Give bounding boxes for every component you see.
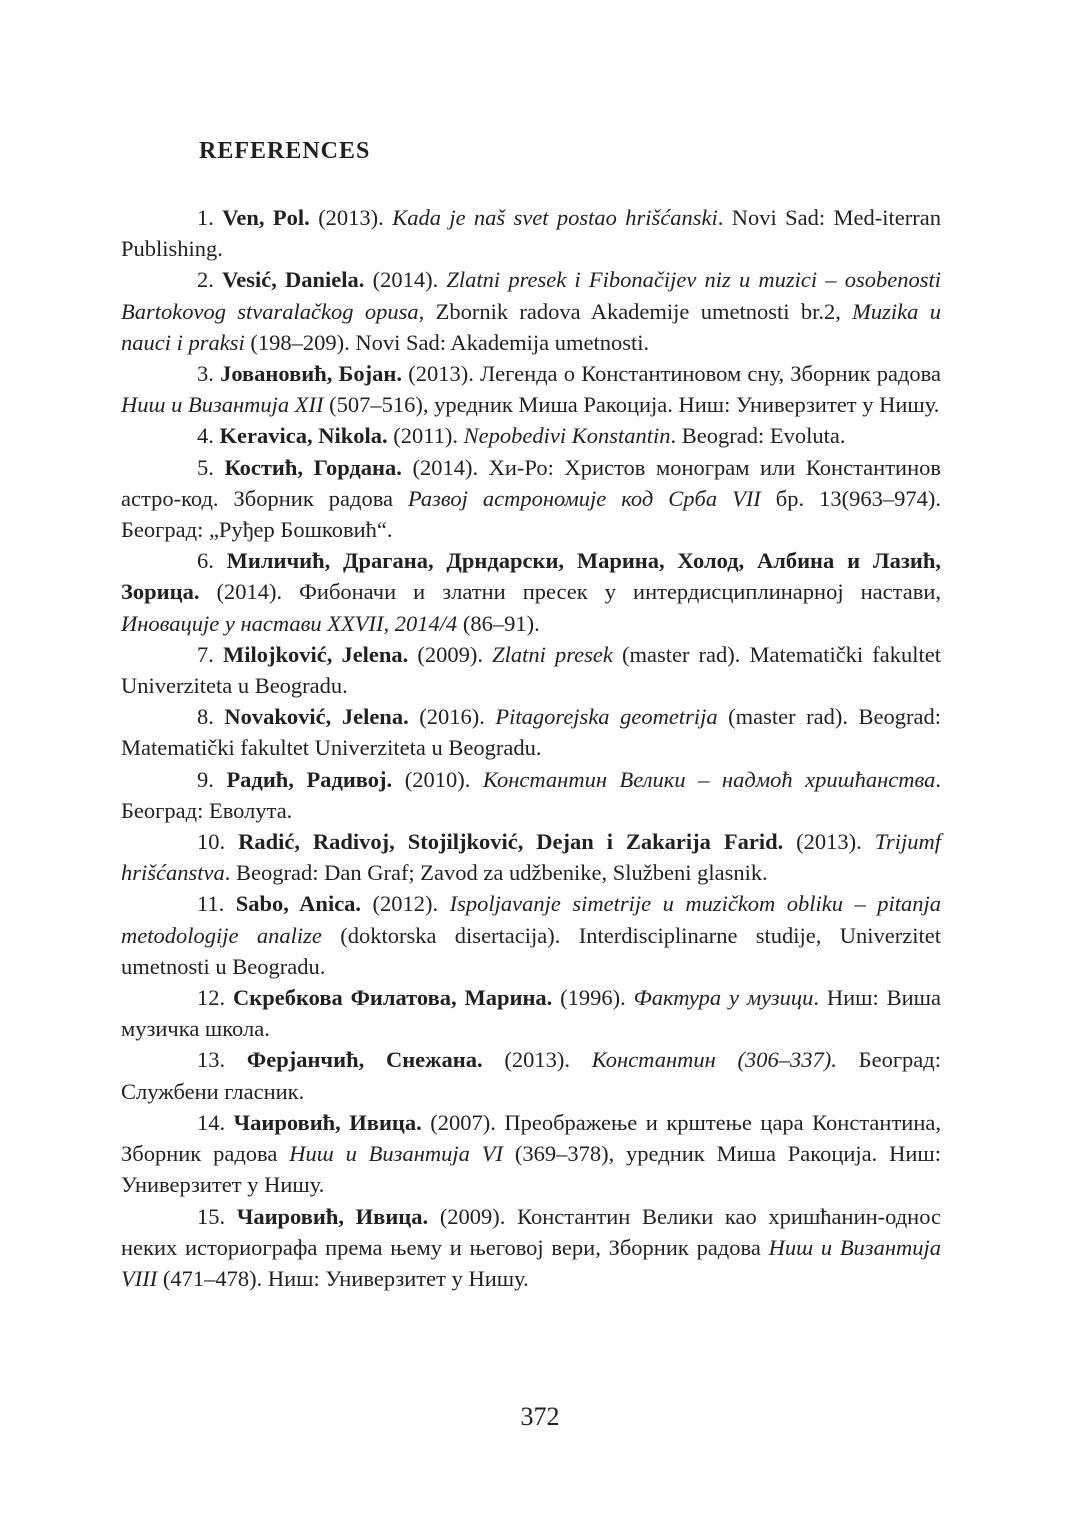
reference-number: 9. (197, 766, 214, 792)
reference-title: Ниш и Византија VI (289, 1141, 503, 1167)
reference-author: Milojković, Jelena. (222, 641, 409, 667)
reference-title: Kada je naš svet postao hrišćanski (392, 205, 718, 230)
reference-text: (86–91). (457, 610, 540, 636)
reference-title: Pitagorejska geometrija (495, 704, 718, 730)
reference-text: (2013). (482, 1047, 592, 1073)
reference-item (121, 1044, 941, 1106)
reference-author: Радић, Радивој. (226, 766, 393, 792)
reference-author: Скребкова Филатова, Марина. (233, 985, 553, 1011)
reference-item (121, 545, 941, 639)
reference-number: 3. (197, 361, 214, 387)
reference-number: 1. (197, 205, 214, 230)
reference-text: (2016). (408, 704, 496, 730)
reference-title: Константин Велики – надмоћ хришћанства (482, 766, 936, 792)
reference-item (121, 452, 941, 546)
reference-text: (2011). (387, 423, 464, 449)
reference-title: Ниш и Византија XII (121, 392, 324, 418)
reference-text: . Београд: Еволута. (121, 766, 941, 823)
reference-number: 4. (197, 423, 214, 449)
reference-author: Чаировић, Ивица. (236, 1203, 429, 1229)
reference-item (121, 888, 941, 982)
reference-title: Ispoljavanje simetrije u muzičkom obliku – pitanja metodologije analize (121, 891, 941, 948)
reference-text: (369–378), уредник Миша Ракоција. Ниш: Универзитет у Нишу. (121, 1141, 942, 1198)
reference-title: Константин (306–337). (591, 1047, 837, 1073)
reference-item (121, 982, 941, 1044)
reference-number: 12. (197, 985, 226, 1011)
reference-text: . Beograd: Dan Graf; Zavod za udžbenike, Službeni glasnik. (224, 860, 768, 886)
reference-text: Zbornik radova Akademije umetnosti br.2, (424, 298, 853, 324)
reference-text: (master rad). Matematički fakultet Univerziteta u Beogradu. (121, 641, 941, 699)
reference-text: (198–209). Novi Sad: Akademija umetnosti. (244, 329, 650, 355)
reference-number: 6. (197, 548, 214, 574)
reference-author: Vesić, Daniela. (222, 267, 365, 293)
reference-author: Ферјанчић, Снежана. (246, 1047, 483, 1073)
page-number: 372 (520, 1402, 560, 1431)
reference-text: Београд: Службени гласник. (121, 1047, 941, 1104)
reference-number: 14. (197, 1109, 226, 1135)
reference-text: . Ниш: Виша музичка школа. (121, 985, 941, 1042)
reference-text: (2013). (309, 205, 393, 230)
reference-title: Muzika u nauci i praksi (121, 298, 941, 355)
reference-text: (master rad). Beograd: Matematički fakultet Univerziteta u Beogradu. (121, 704, 941, 761)
reference-text: . Beograd: Evoluta. (670, 423, 846, 449)
reference-text: (2009). Константин Велики као хришћанин-однос неких историографа према њему и његовој вери, Зборник радова (121, 1203, 942, 1260)
reference-title: Иновације у настави XXVII, 2014/4 (121, 610, 458, 636)
reference-list (121, 202, 941, 1294)
reference-author: Novaković, Jelena. (224, 704, 409, 730)
reference-author: Миличић, Драгана, Дрндарски, Марина, Холод, Албина и Лазић, Зорица. (121, 548, 941, 605)
reference-number: 11. (197, 891, 225, 917)
reference-number: 7. (197, 641, 214, 667)
reference-text: (507–516), уредник Миша Ракоција. Ниш: Универзитет у Нишу. (323, 392, 940, 418)
reference-title: Ниш и Византија VIII (121, 1234, 942, 1291)
reference-text: (2007). Преображење и крштење цара Константина, Зборник радова (121, 1109, 941, 1167)
reference-text: бр. 13(963–974). Београд: „Руђер Бошковић“. (121, 485, 941, 543)
reference-title: Zlatni presek (492, 641, 613, 667)
reference-item (121, 639, 941, 701)
reference-text: (2010). (392, 766, 483, 792)
reference-item (121, 701, 941, 763)
reference-number: 8. (197, 704, 214, 730)
reference-author: Keravica, Nikola. (219, 423, 388, 449)
reference-text: (2009). (408, 641, 493, 667)
references-heading: REFERENCES (199, 138, 371, 164)
reference-text: (471–478). Ниш: Универзитет у Нишу. (157, 1265, 529, 1291)
reference-title: Развој астрономије код Срба VII (408, 485, 761, 511)
reference-item (121, 764, 941, 826)
reference-text: . Novi Sad: Med-iterran Publishing. (121, 205, 941, 262)
reference-item (121, 264, 941, 358)
reference-author: Костић, Гордана. (224, 454, 402, 480)
reference-text: (2014). (364, 267, 447, 293)
reference-text: (2014). Фибоначи и златни пресек у интердисциплинарној настави, (199, 579, 941, 605)
reference-text: (doktorska disertacija). Interdisciplinarne studije, Univerzitet umetnosti u Beogradu. (121, 922, 941, 979)
reference-number: 13. (197, 1047, 226, 1073)
reference-item (121, 1107, 941, 1201)
reference-text: (2013). Легенда о Константиновом сну, Зборник радова (402, 361, 941, 387)
reference-number: 2. (197, 267, 214, 293)
reference-text: (1996). (552, 985, 634, 1011)
reference-title: Фактура у музици (633, 985, 814, 1011)
reference-item (121, 202, 941, 264)
reference-text: (2013). (783, 829, 875, 855)
reference-title: Nepobedivi Konstantin (463, 423, 671, 449)
reference-item (121, 826, 941, 888)
reference-text: (2012). (361, 891, 450, 917)
reference-text: (2014). Хи-Ро: Христов монограм или Константинов астро-код. Зборник радова (121, 454, 941, 511)
reference-number: 5. (197, 454, 214, 480)
reference-number: 10. (197, 829, 226, 855)
reference-author: Sabo, Anica. (235, 891, 362, 917)
reference-author: Чаировић, Ивица. (233, 1109, 422, 1135)
reference-item (121, 358, 941, 420)
reference-item (121, 420, 941, 451)
reference-title: Zlatni presek i Fibonačijev niz u muzici – osobenosti Bartokovog stvaralačkog opusa, (121, 267, 941, 324)
reference-author: Јовановић, Бојан. (220, 361, 403, 387)
reference-author: Ven, Pol. (222, 205, 310, 230)
reference-number: 15. (197, 1203, 226, 1229)
reference-author: Radić, Radivoj, Stojiljković, Dejan i Zakarija Farid. (238, 829, 784, 855)
reference-item (121, 1201, 941, 1295)
reference-title: Trijumf hrišćanstva (121, 829, 941, 886)
